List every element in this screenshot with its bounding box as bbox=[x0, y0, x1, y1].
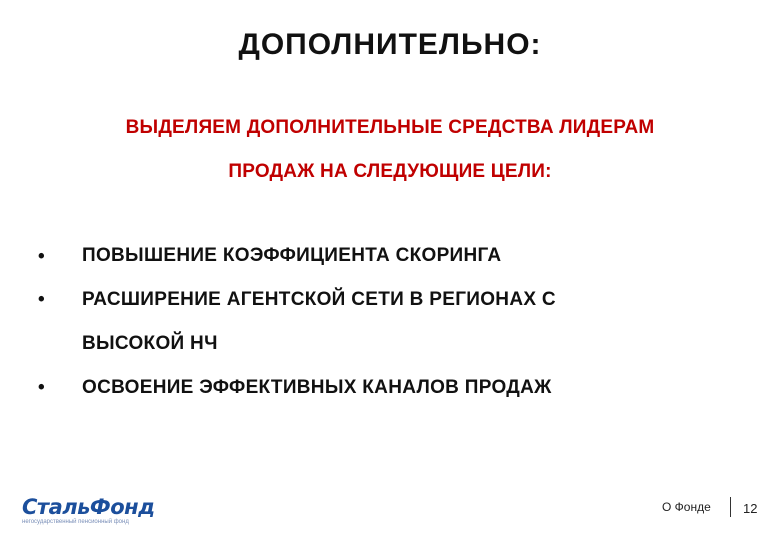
bullet-marker: • bbox=[38, 246, 45, 267]
logo-tagline: негосударственный пенсионный фонд bbox=[22, 519, 129, 525]
footer-section-label: О Фонде bbox=[662, 500, 711, 514]
subtitle-line-1: ВЫДЕЛЯЕМ ДОПОЛНИТЕЛЬНЫЕ СРЕДСТВА ЛИДЕРАМ bbox=[125, 117, 655, 138]
page-title: ДОПОЛНИТЕЛЬНО: bbox=[238, 28, 542, 61]
footer-divider bbox=[730, 497, 731, 517]
logo-name: СтальФонд bbox=[22, 495, 155, 519]
bullet-item-text: ОСВОЕНИЕ ЭФФЕКТИВНЫХ КАНАЛОВ ПРОДАЖ bbox=[82, 377, 552, 398]
company-logo bbox=[22, 496, 172, 528]
bullet-item-text: РАСШИРЕНИЕ АГЕНТСКОЙ СЕТИ В РЕГИОНАХ С bbox=[82, 289, 556, 310]
subtitle-line-2: ПРОДАЖ НА СЛЕДУЮЩИЕ ЦЕЛИ: bbox=[228, 161, 552, 182]
bullet-marker: • bbox=[38, 377, 45, 398]
bullet-item-text: ПОВЫШЕНИЕ КОЭФФИЦИЕНТА СКОРИНГА bbox=[82, 245, 502, 266]
bullet-marker: • bbox=[38, 289, 45, 310]
page-number: 12 bbox=[743, 501, 758, 516]
bullet-item-text-continued: ВЫСОКОЙ НЧ bbox=[82, 333, 218, 354]
